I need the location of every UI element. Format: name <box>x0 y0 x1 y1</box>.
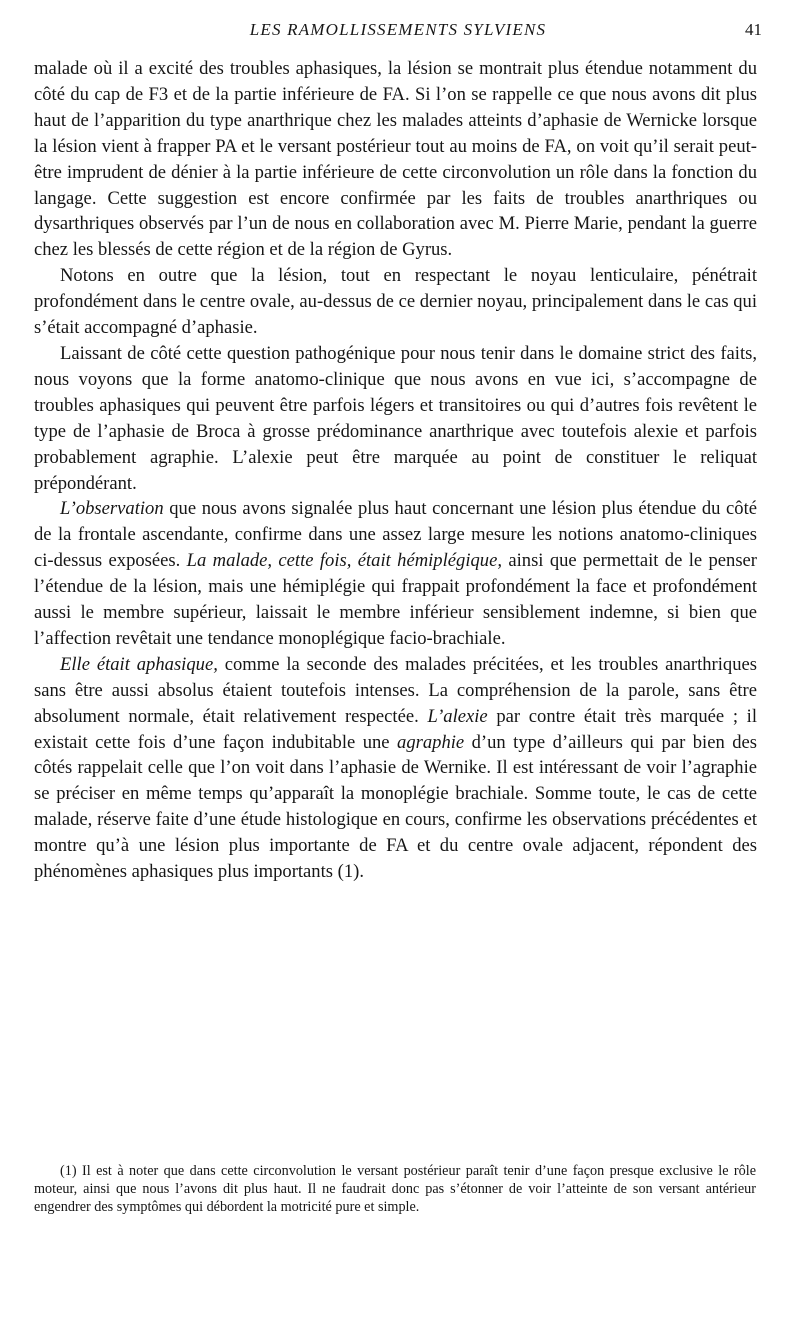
paragraph-observation <box>34 496 757 651</box>
paragraph-lenticulaire: Notons en outre que la lésion, tout en respectant le noyau lenticulaire, pénétrait profondément dans le centre ovale, au-dessus de ce dernier noyau, principalement dans le cas qui s’était accompagné d’aphasie. <box>34 265 757 339</box>
paragraph-aphasique-text-b: par contre était très marquée ; il existait cette fois d’une façon indubitable une <box>34 705 758 753</box>
emphasis-aphasique: Elle était aphasique, <box>60 653 218 675</box>
emphasis-alexie: L’alexie <box>427 705 488 727</box>
paragraph-aphasique <box>34 652 757 885</box>
paragraph-observation-text-a: que nous avons signalée plus haut concernant une lésion plus étendue du côté de la frontale ascendante, confirme dans une assez large mesure les notions anatomo-cliniques ci-dessus exposées. <box>34 498 757 572</box>
page-number: 41 <box>745 20 762 39</box>
body-text <box>34 56 757 885</box>
emphasis-agraphie: agraphie <box>397 731 465 753</box>
paragraph-pathogenique: Laissant de côté cette question pathogénique pour nous tenir dans le domaine strict des faits, nous voyons que la forme anatomo-clinique que nous avons en vue ici, s’accompagne de troubles aphasiques qui peuvent être parfois légers et transitoires ou qui d’autres fois revêtent le type de l’aphasie de Broca à grosse prédominance anarthrique avec toutefois alexie et parfois probablement agraphie. L’alexie peut être marquée au point de constituer le reliquat prépondérant. <box>34 342 757 494</box>
paragraph-aphasique-text-c: d’un type d’ailleurs qui par bien des côtés rappelait celle que l’on voit dans l’aphasie de Wernike. Il est intéressant de voir l’agraphie se préciser en même temps qu’apparaît la monoplégie brachiale. Somme toute, le cas de cette malade, réserve faite d’une étude histologique en cours, confirme les observations précédentes et montre qu’à une lésion plus importante de FA et du centre ovale adjacent, répondent des phénomènes aphasiques plus importants (1). <box>34 731 757 883</box>
paragraph-observation-text-b: ainsi que permettait de le penser l’étendue de la lésion, mais une hémiplégie qui frappait profondément la face et profondément aussi le membre supérieur, laissait le membre inférieur sensiblement indemne, si bien que l’affection revêtait une tendance monoplégique facio-brachiale. <box>34 550 757 649</box>
running-title: LES RAMOLLISSEMENTS SYLVIENS <box>249 20 547 39</box>
running-head <box>34 20 762 44</box>
paragraph-aphasique-text-a: comme la seconde des malades précitées, et les troubles anarthriques sans être aussi absolus étaient toutefois intenses. La compréhension de la parole, sans être absolument normale, était relativement respectée. <box>34 653 757 727</box>
paragraph-continued: malade où il a excité des troubles aphasiques, la lésion se montrait plus étendue notamment du côté du cap de F3 et de la partie inférieure de FA. Si l’on se rappelle ce que nous avons dit plus haut de l’apparition du type anarthrique chez les malades atteints d’aphasie de Wernicke lorsque la lésion vient à frapper PA et le versant postérieur tout au moins de FA, on voit qu’il serait peut-être imprudent de dénier à la partie inférieure de cette circonvolution un rôle dans la fonction du langage. Cette suggestion est encore confirmée par les faits de troubles anarthriques ou dysarthriques observés par l’un de nous en collaboration avec M. Pierre Marie, pendant la guerre chez les blessés de cette région et de la région de Gyrus. <box>34 58 757 261</box>
emphasis-hemiplegique: La malade, cette fois, était hémiplégique, <box>186 550 502 572</box>
emphasis-observation: L’observation <box>60 498 164 520</box>
footnote: (1) Il est à noter que dans cette circonvolution le versant postérieur paraît tenir d’une façon presque exclusive le rôle moteur, ainsi que nous l’avons dit plus haut. Il ne faudrait donc pas s’étonner de voir l’atteinte de son versant antérieur engendrer des symptômes qui débordent la motricité pure et simple. <box>34 1163 756 1215</box>
